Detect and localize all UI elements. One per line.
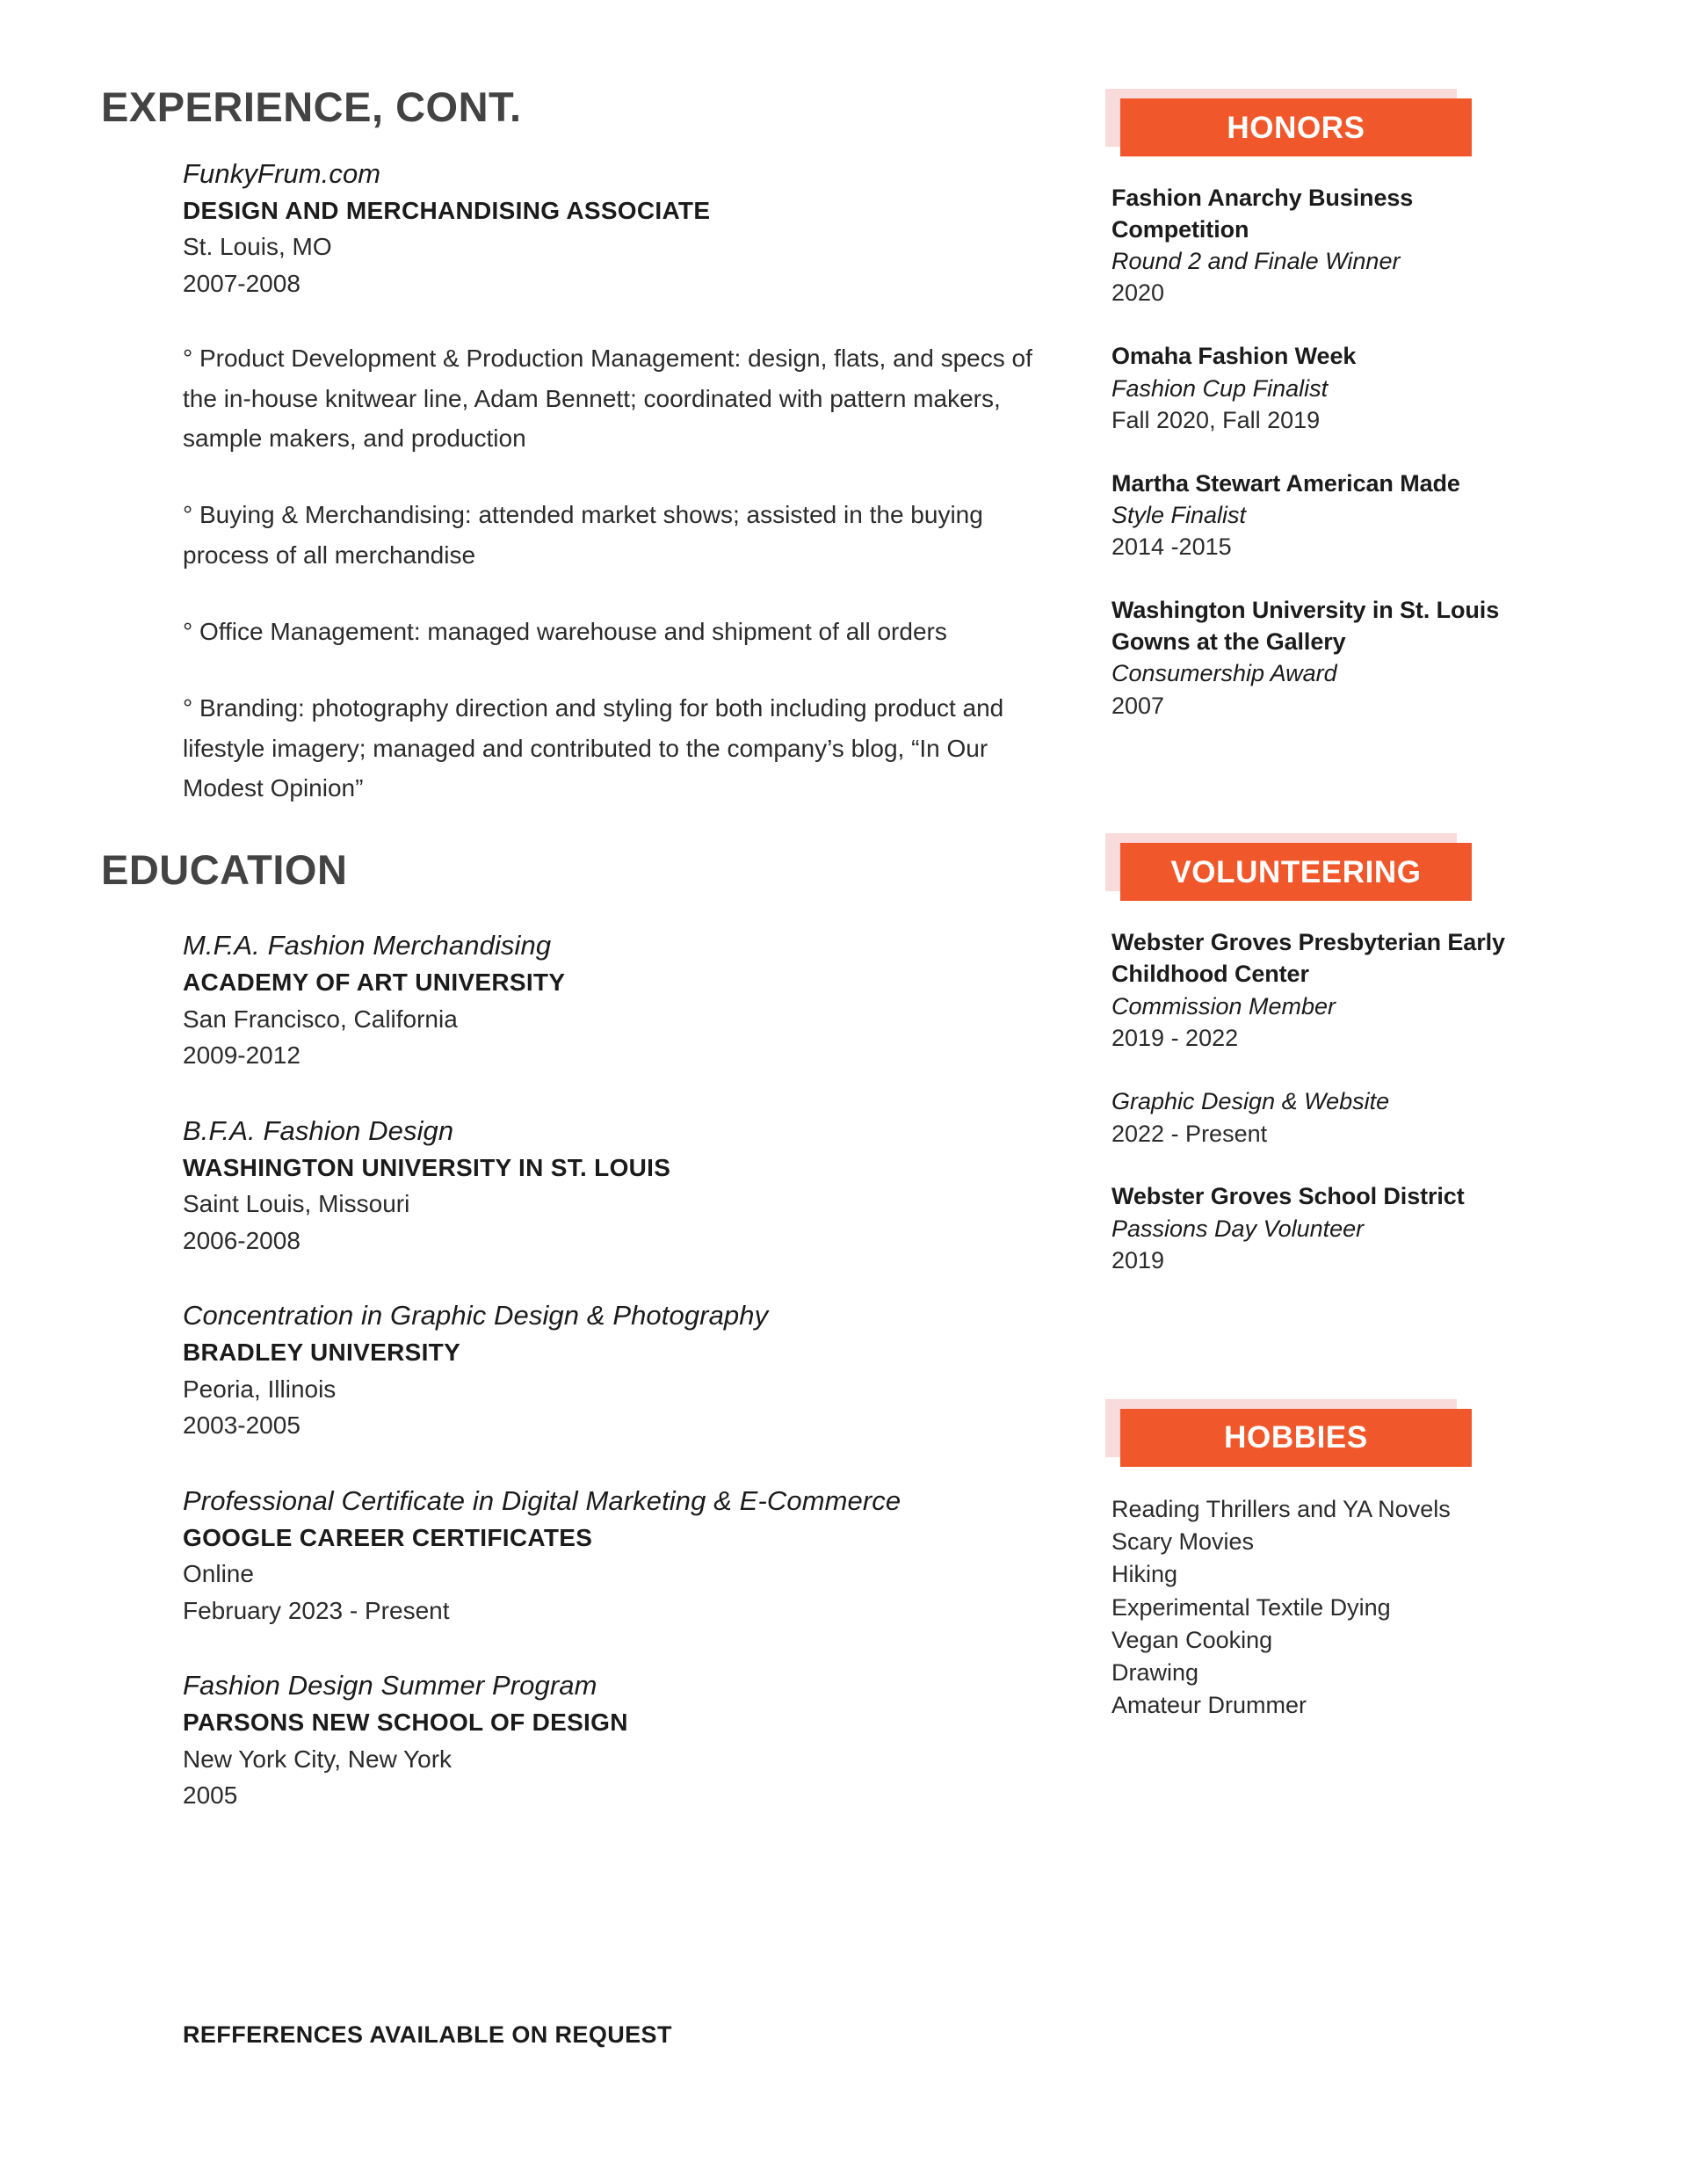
education-dates: 2003-2005 [183,1411,300,1440]
list-item: Experimental Textile Dying [1111,1593,1391,1621]
honor-name: Martha Stewart American Made [1111,469,1460,497]
volunteering-role: Commission Member [1111,992,1336,1019]
hobbies-heading-label: HOBBIES [1224,1420,1368,1455]
honors-header-bar [1120,98,1472,163]
education-school: WASHINGTON UNIVERSITY IN ST. LOUIS [183,1153,671,1181]
page-title-education: EDUCATION [101,846,348,894]
honor-name: Washington University in St. Louis Gowns at the Gallery [1111,597,1500,655]
honor-dates: Fall 2020, Fall 2019 [1111,406,1321,433]
education-degree: B.F.A. Fashion Design [183,1114,454,1146]
volunteering-entry [1111,1085,1533,1150]
education-entry [183,1482,1068,1629]
education-location: Online [183,1560,254,1588]
experience-location: St. Louis, MO [183,233,332,261]
honor-entry [1111,183,1533,309]
experience-entry [183,155,1068,809]
education-list [183,926,1068,1813]
volunteering-org: Webster Groves Presbyterian Early Childhood Center [1111,929,1505,987]
volunteering-heading-label: VOLUNTEERING [1170,854,1422,889]
experience-company: FunkyFrum.com [183,157,381,189]
header-bar-fill [1120,98,1472,156]
education-entry [183,1666,1068,1813]
education-location: New York City, New York [183,1745,453,1773]
education-entry [183,1296,1068,1443]
list-item: Hiking [1111,1561,1178,1588]
volunteering-entry [1111,927,1533,1054]
education-dates: 2005 [183,1781,238,1810]
education-degree: Professional Certificate in Digital Marketing & E-Commerce [183,1484,901,1516]
volunteering-org: Webster Groves School District [1111,1183,1465,1210]
experience-bullet: ° Product Development & Production Management: design, flats, and specs of the in-house knitwear line, Adam Bennett; coordinated with pattern makers, sample makers, and production [183,345,1032,452]
education-location: Peoria, Illinois [183,1375,337,1403]
education-dates: 2009-2012 [183,1041,300,1070]
volunteering-dates: 2022 - Present [1111,1120,1268,1147]
honor-name: Fashion Anarchy Business Competition [1111,185,1414,243]
honor-dates: 2007 [1111,692,1165,719]
honor-dates: 2014 -2015 [1111,533,1232,561]
list-item: Drawing [1111,1659,1199,1687]
experience-bullet: ° Office Management: managed warehouse and shipment of all orders [183,617,947,645]
page-title-experience: EXPERIENCE, CONT. [101,83,522,130]
honor-role: Fashion Cup Finalist [1111,374,1329,402]
education-degree: Concentration in Graphic Design & Photography [183,1300,769,1331]
volunteering-header-bar [1120,843,1472,908]
honor-role: Style Finalist [1111,502,1247,529]
volunteering-role: Passions Day Volunteer [1111,1215,1365,1242]
hobbies-list [1111,1493,1533,1723]
experience-job-title: DESIGN AND MERCHANDISING ASSOCIATE [183,196,711,224]
sidebar-section-volunteering [1111,722,1533,1277]
volunteering-dates: 2019 [1111,1247,1165,1274]
education-location: Saint Louis, Missouri [183,1190,410,1218]
sidebar-section-honors [1111,0,1533,722]
sidebar-section-hobbies [1111,1277,1533,1723]
honor-role: Round 2 and Finale Winner [1111,248,1401,275]
references-note: REFFERENCES AVAILABLE ON REQUEST [183,2021,672,2048]
education-entry [183,1112,1068,1259]
header-bar-fill [1120,1409,1472,1467]
education-entry [183,926,1068,1073]
education-school: ACADEMY OF ART UNIVERSITY [183,969,566,997]
sidebar [1111,0,1533,1723]
volunteering-role: Graphic Design & Website [1111,1088,1390,1115]
honor-entry [1111,341,1533,437]
experience-dates: 2007-2008 [183,269,300,297]
list-item: Reading Thrillers and YA Novels [1111,1495,1451,1522]
honor-role: Consumership Award [1111,660,1337,687]
header-bar-fill [1120,843,1472,901]
honor-entry [1111,595,1533,722]
education-school: BRADLEY UNIVERSITY [183,1339,461,1367]
list-item: Vegan Cooking [1111,1626,1273,1653]
left-column [101,0,1068,1814]
education-dates: 2006-2008 [183,1226,300,1254]
experience-bullet: ° Branding: photography direction and styling for both including product and lifestyle imagery; managed and contributed to the company’s blog, “In Our Modest Opinion” [183,694,1004,802]
education-degree: M.F.A. Fashion Merchandising [183,930,552,961]
education-degree: Fashion Design Summer Program [183,1670,597,1701]
education-dates: February 2023 - Present [183,1596,450,1624]
hobbies-header-bar [1120,1409,1472,1474]
honor-entry [1111,468,1533,564]
list-item: Amateur Drummer [1111,1692,1307,1719]
honors-heading-label: HONORS [1227,110,1365,145]
education-location: San Francisco, California [183,1005,458,1033]
honor-name: Omaha Fashion Week [1111,343,1357,370]
experience-bullet: ° Buying & Merchandising: attended market shows; assisted in the buying process of all merchandise [183,501,983,569]
honor-dates: 2020 [1111,279,1165,307]
education-school: PARSONS NEW SCHOOL OF DESIGN [183,1709,628,1737]
list-item: Scary Movies [1111,1528,1255,1556]
volunteering-dates: 2019 - 2022 [1111,1024,1239,1051]
volunteering-entry [1111,1181,1533,1277]
education-school: GOOGLE CAREER CERTIFICATES [183,1523,593,1551]
